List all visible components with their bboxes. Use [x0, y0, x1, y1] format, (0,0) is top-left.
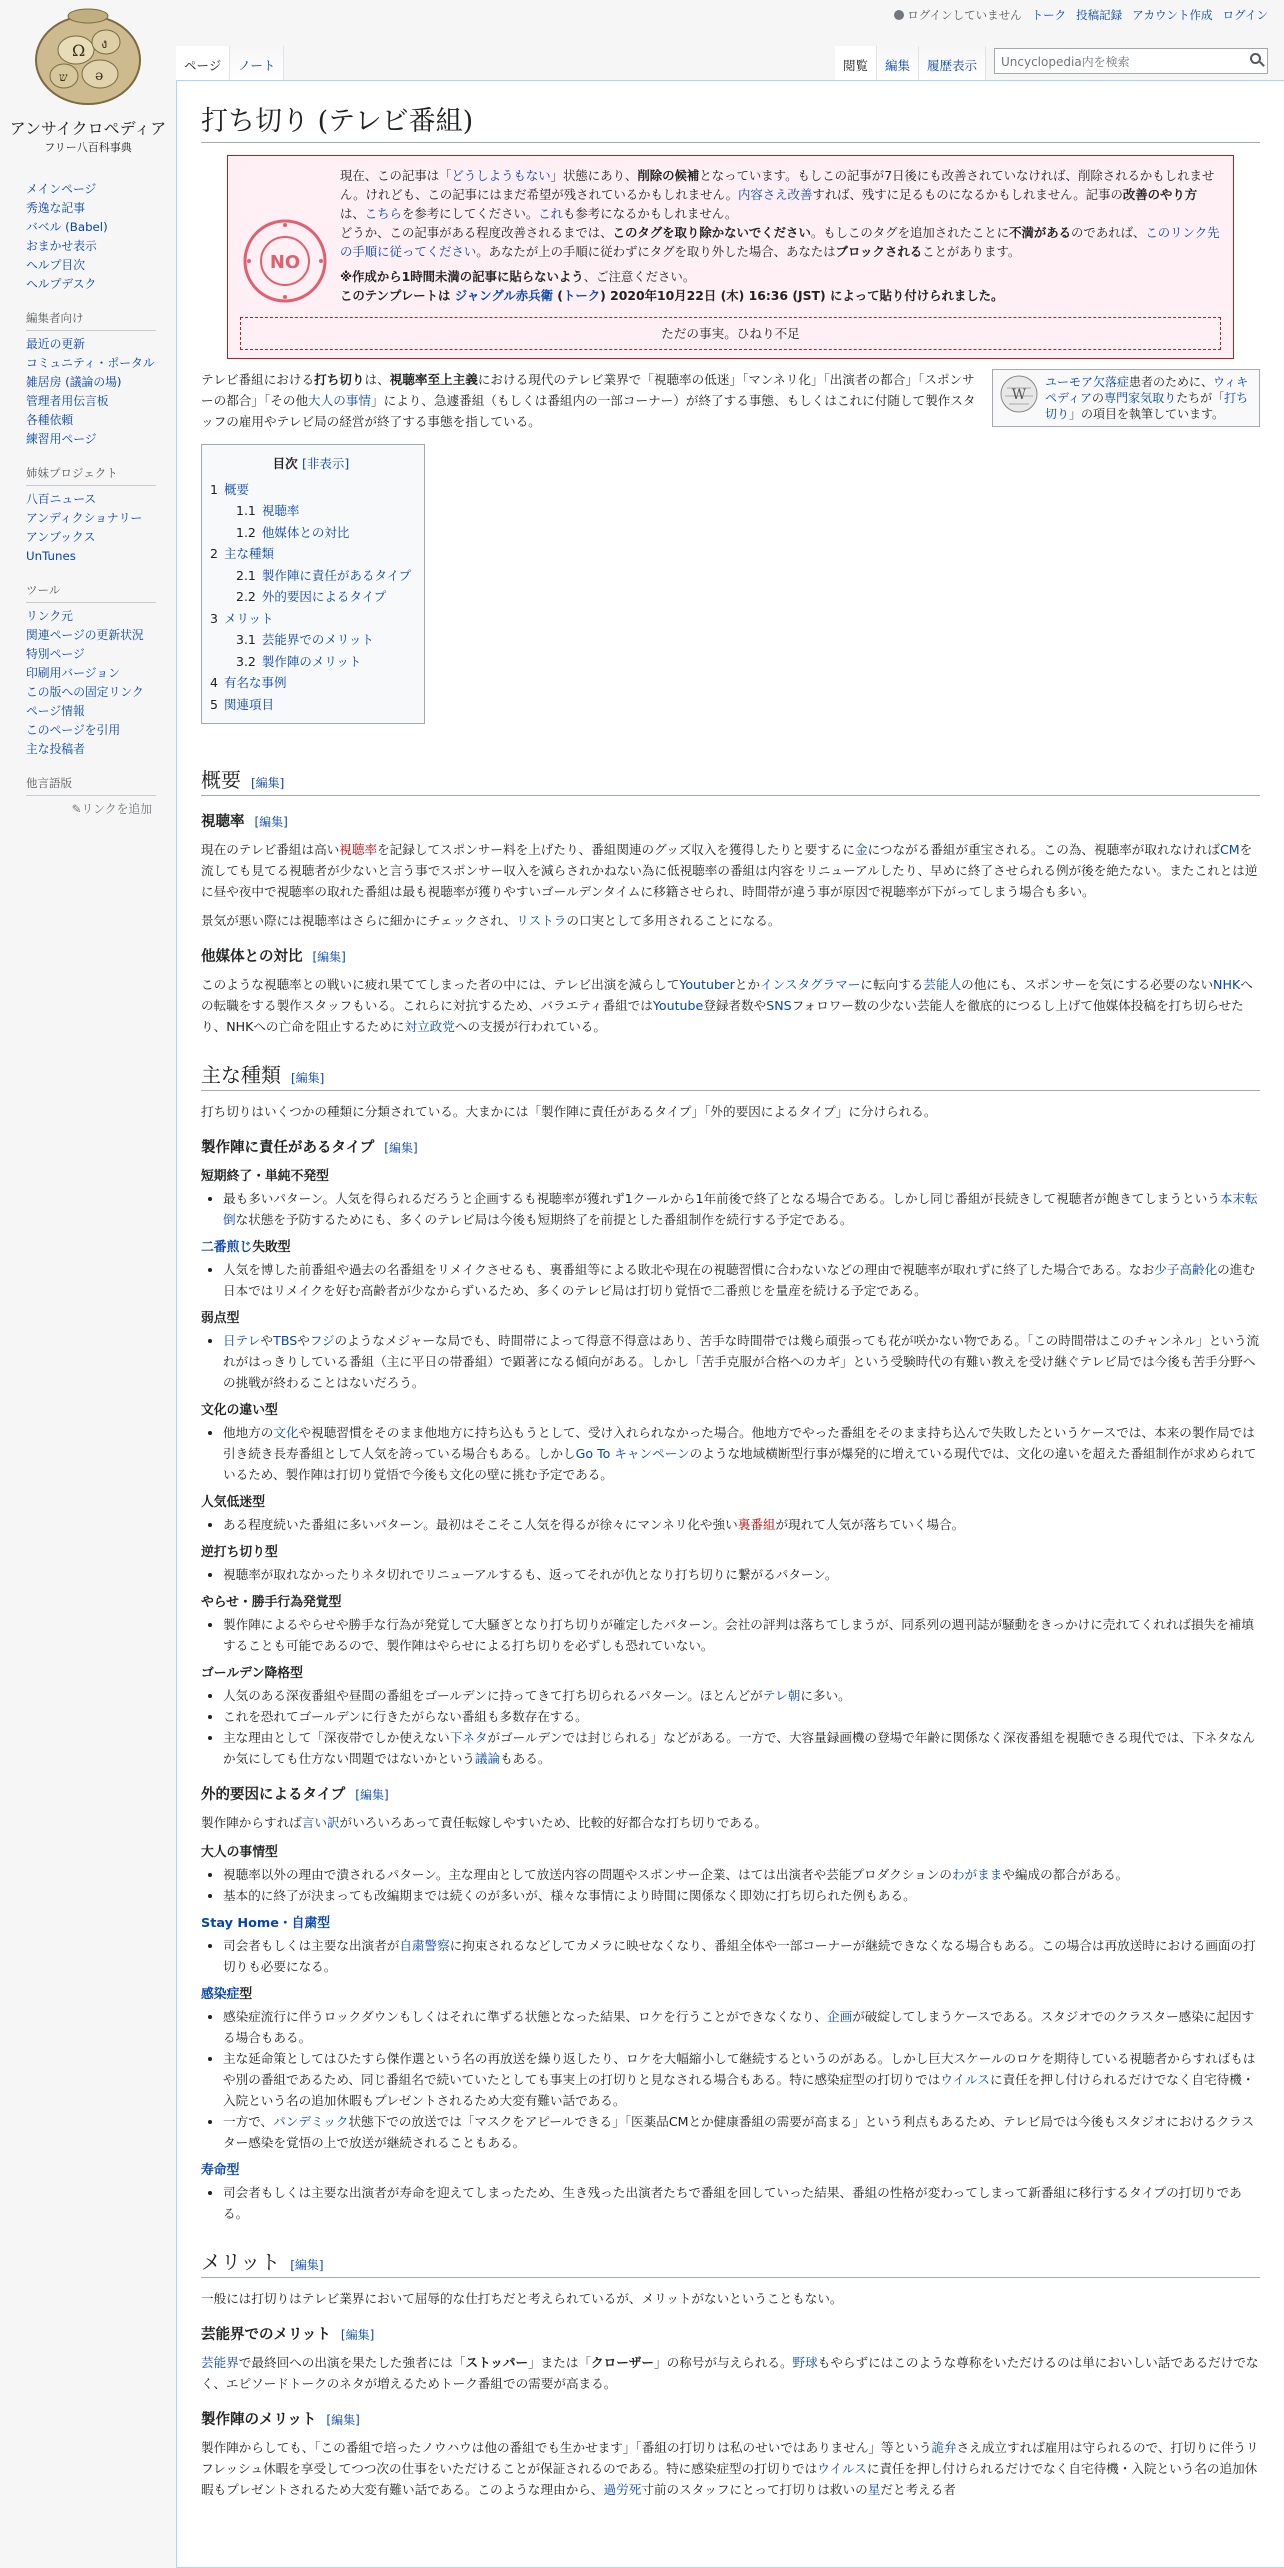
karoshi-link[interactable]: 過労死	[603, 2482, 642, 2497]
celebrity-link[interactable]: 芸能人	[923, 977, 962, 992]
site-logo[interactable]	[0, 0, 176, 160]
list-item: • 基本的に終了が決まっても改編期までは続くのが多いが、様々な事情により時間に関係なく即効に打ち切られた例もある。	[223, 1885, 1260, 1906]
hopeless-link[interactable]: どうしようもない	[451, 168, 551, 183]
page-title: 打ち切り (テレビ番組)	[201, 99, 1260, 143]
type-stay-home	[201, 1912, 1260, 1931]
improve-link[interactable]: 内容さえ改善	[738, 187, 813, 202]
production-merit-paragraph: 製作陣からしても、「この番組で培ったノウハウは他の番組でも生かせます」「番組の打切りは私のせいではありません」等という詭弁さえ成立すれば雇用は守られるので、打切りに伴うリフレッシュ休暇を享受してつつ次の仕事をいただけることが保証されるのである。特に感染症型の打切りではウイルスに責任を押し付けられるだけでなく自宅待機・入院という名の追加休暇もプレゼントされるため大変有難い話である。このような理由から、過労死寸前のスタッフにとって打切りは救いの星だと考える者	[201, 2440, 1259, 2497]
sidebar-tool-link-3[interactable]: 印刷用バージョン	[26, 666, 120, 680]
toc-number: 3.1	[236, 632, 256, 647]
site-tagline: フリー八百科事典	[44, 141, 132, 154]
money-link[interactable]: 金	[855, 842, 868, 857]
star-link[interactable]: 星	[867, 2482, 881, 2497]
table-of-contents	[201, 444, 425, 724]
sidebar-item	[26, 430, 176, 449]
type-adult-circumstances: 大人の事情型	[201, 1845, 278, 1860]
search-icon[interactable]	[1250, 53, 1261, 64]
toc-item[interactable]	[210, 608, 412, 630]
virus-link[interactable]: ウイルス	[940, 2072, 990, 2087]
section-main-types: 主な種類 [編集]	[201, 1059, 1260, 1091]
deletion-notice	[227, 155, 1234, 359]
type-culture: 文化の違い型	[201, 1403, 278, 1418]
edit-section-button[interactable]: [編集]	[340, 2328, 375, 2342]
main-types-intro: 打ち切りはいくつかの種類に分類されている。大まかには「製作陣に責任があるタイプ」「外的要因によるタイプ」に分けられる。	[201, 1104, 937, 1119]
edit-section-button[interactable]: [編集]	[251, 776, 285, 790]
infection-link[interactable]: 感染症	[201, 1987, 240, 2002]
adult-circumstances-link[interactable]: 大人の事情	[308, 393, 372, 408]
toc-number: 2.2	[236, 589, 256, 604]
sidebar-item	[26, 373, 176, 392]
toc-number: 1	[210, 481, 218, 497]
sidebar-tool-link-2[interactable]: 特別ページ	[26, 647, 85, 661]
sidebar-item	[26, 256, 176, 275]
wikipedia-link[interactable]: ウィキペディア	[1045, 375, 1249, 405]
toc-item[interactable]	[210, 672, 412, 694]
aging-society-link[interactable]: 少子高齢化	[1154, 1262, 1218, 1277]
fuji-link[interactable]: フジ	[309, 1333, 335, 1348]
sister-portal-title: 姉妹プロジェクト	[26, 465, 156, 486]
sidebar-nav-link-1[interactable]: 秀逸な記事	[26, 201, 85, 215]
sidebar-item	[26, 721, 176, 740]
toc-item[interactable]	[210, 522, 412, 544]
sophistry-link[interactable]: 詭弁	[931, 2440, 957, 2455]
ntv-link[interactable]: 日テレ	[223, 1333, 261, 1348]
sidebar-tool-link-5[interactable]: ページ情報	[26, 704, 85, 718]
sidebar	[0, 180, 176, 833]
toc-label: メリット	[223, 610, 274, 626]
youtube-link[interactable]: Youtube	[652, 998, 704, 1013]
toc-item[interactable]	[210, 500, 412, 522]
tab-edit[interactable]: 編集	[877, 46, 919, 80]
baseball-link[interactable]: 野球	[792, 2355, 818, 2370]
add-links-button[interactable]: ✎リンクを追加	[71, 802, 152, 816]
list-item: • 人気のある深夜番組や昼間の番組をゴールデンに持ってきて打ち切られるパターン。ほとんどがテレ朝に多い。	[223, 1685, 1260, 1706]
toc-item[interactable]	[210, 565, 412, 587]
list-item: • 視聴率以外の理由で潰されるパターン。主な理由として放送内容の問題やスポンサー企業、はては出演者や芸能プロダクションのわがままや編成の都合がある。	[223, 1864, 1260, 1885]
editor-portal	[26, 310, 176, 449]
sidebar-tool-link-0[interactable]: リンク元	[26, 609, 73, 623]
edit-section-button[interactable]: [編集]	[254, 815, 288, 829]
sidebar-nav-link-0[interactable]: メインページ	[26, 182, 97, 196]
list-item: • 感染症流行に伴うロックダウンもしくはそれに準ずる状態となった結果、ロケを行うことができなくなり、企画が破綻してしまうケースである。スタジオでのクラスター感染に起因する場合もある。	[223, 2006, 1260, 2048]
virus-link-2[interactable]: ウイルス	[817, 2461, 867, 2476]
sidebar-item	[26, 218, 176, 237]
nav-portal	[26, 180, 176, 294]
sidebar-item	[26, 509, 176, 528]
sidebar-item	[26, 547, 176, 566]
counter-program-redlink[interactable]: 裏番組	[737, 1517, 776, 1532]
project-link[interactable]: 企画	[827, 2009, 853, 2024]
content	[176, 80, 1284, 2568]
sidebar-editor-link-4[interactable]: 各種依頼	[26, 413, 74, 427]
list-item: • 最も多いパターン。人気を得られるだろうと企画するも視聴率が獲れず1クールから1年前後で終了となる場合である。しかし同じ番組が長続きして視聴者が飽きてしまうという本末転倒な状態を予防するためにも、多くのテレビ局は今後も短期終了を前提とした番組制作を続行する予定である。	[223, 1188, 1260, 1230]
personal-tools	[894, 0, 1284, 30]
toc-number: 3.2	[236, 653, 256, 669]
svg-text:ง: ง	[101, 37, 108, 52]
tools-portal	[26, 582, 176, 759]
sidebar-item	[26, 392, 176, 411]
self-restraint-police-link[interactable]: 自粛警察	[399, 1938, 450, 1953]
putting-cart-before-horse-link[interactable]: 本末転倒	[223, 1191, 1258, 1227]
type-rehash: 二番煎じ失敗型	[201, 1240, 291, 1255]
selfishness-link[interactable]: わがまま	[951, 1867, 1003, 1882]
toc-label: 有名な事例	[223, 675, 287, 690]
sidebar-nav-link-3[interactable]: おまかせ表示	[26, 239, 97, 253]
section-overview: 概要 [編集]	[201, 764, 1260, 796]
list-item: • 人気を博した前番組や過去の名番組をリメイクさせるも、裏番組等による敗北や現在の視聴習慣に合わないなどの理由で視聴率が取れずに終了した場合である。なお少子高齢化の進む日本ではリメイクを好む高齢者が少なからずいるため、多くのテレビ局は打切り覚悟で二番煎じを量産を続ける予定である。	[223, 1259, 1260, 1301]
notice-paragraph-2: どうか、この記事がある程度改善されるまでは、このタグを取り除かないでください。もしこのタグを追加されたことに不満があるのであれば、このリンク先の手順に従ってください。あなたが上の手順に従わずにタグを取り外した場合、あなたはブロックされることがあります。	[340, 225, 1220, 259]
toc-label: 関連項目	[223, 696, 274, 712]
ratings-redlink[interactable]: 視聴率	[339, 842, 378, 857]
list-item: • 司会者もしくは主要な出演者が寿命を迎えてしまったため、生き残った出演者たちで番組を回していった結果、番組の性格が変わってしまって新番組に移行するタイプの打切りである。	[223, 2182, 1260, 2224]
stay-home-link[interactable]: Stay Home・自粛型	[201, 1916, 331, 1931]
edit-section-button[interactable]: [編集]	[384, 1141, 418, 1155]
toc-number: 2.1	[236, 567, 256, 583]
tv-asahi-link[interactable]: テレ朝	[762, 1688, 801, 1703]
edit-section-button[interactable]: [編集]	[326, 2413, 360, 2427]
list-item: • 主な理由として「深夜帯でしか使えない下ネタがゴールデンでは封じられる」などがある。一方で、大容量録画機の登場で年齢に関係なく深夜番組を視聴できる現代では、下ネタなんか気にしても仕方ない問題ではないかという議論もある。	[223, 1727, 1260, 1769]
lifespan-link[interactable]: 寿命型	[201, 2163, 240, 2178]
sidebar-item	[26, 275, 176, 294]
instagrammer-link[interactable]: インスタグラマー	[760, 977, 861, 992]
type-reverse: 逆打ち切り型	[201, 1545, 278, 1560]
type-golden: ゴールデン降格型	[201, 1666, 303, 1681]
sidebar-item	[26, 645, 176, 664]
sidebar-editor-link-1[interactable]: コミュニティ・ポータル	[26, 356, 155, 370]
external-intro: 製作陣からすれば言い訳がいろいろあって責任転嫁しやすいため、比較的好都合な打ち切りである。	[201, 1815, 768, 1830]
showbiz-link[interactable]: 芸能界	[201, 2355, 239, 2370]
wikipedia-article-link[interactable]: 打ち切り	[1045, 391, 1249, 421]
wikipedia-notice: W ユーモア欠落症患者のために、ウィキペディアの専門家気取りたちが「打ち切り」の項目を執筆しています。	[992, 369, 1260, 427]
intro-paragraph: テレビ番組における打ち切りは、視聴率至上主義における現代のテレビ業界で「視聴率の低迷」「マンネリ化」「出演者の都合」「スポンサーの都合」「その他大人の事情」により、急遽番組（もしくは番組内の一部コーナー）が終了する事態、もしくはこれに付随して製作スタッフの雇用やテレビ局の経営が終了する事態を指している。	[201, 372, 976, 429]
sidebar-item	[26, 354, 176, 373]
toc-item[interactable]	[210, 586, 412, 608]
language-portal	[26, 775, 176, 817]
sidebar-sister-link-0[interactable]: 八百ニュース	[26, 492, 97, 506]
sidebar-sister-link-3[interactable]: UnTunes	[26, 549, 76, 563]
type-popularity: 人気低迷型	[201, 1495, 265, 1510]
toc-label: 主な種類	[223, 546, 274, 561]
toc-number: 2	[210, 546, 218, 561]
list-item: • 視聴率が取れなかったりネタ切れでリニューアルするも、返ってそれが仇となり打ち切りに繋がるパターン。	[223, 1564, 1260, 1585]
type-short-term: 短期終了・単純不発型	[201, 1169, 329, 1184]
sidebar-sister-link-2[interactable]: アンブックス	[26, 530, 96, 544]
toc-number: 4	[210, 675, 218, 690]
wikipedia-globe-icon	[999, 374, 1039, 414]
namespace-tabs	[176, 46, 284, 80]
tools-portal-title: ツール	[26, 582, 156, 603]
nhk-link[interactable]: NHK	[1213, 977, 1241, 992]
tbs-link[interactable]: TBS	[273, 1333, 298, 1348]
toc-hide-toggle[interactable]: [非表示]	[302, 456, 350, 471]
editor-portal-title: 編集者向け	[26, 310, 156, 331]
type-infection: 感染症型	[201, 1987, 253, 2002]
excuse-link[interactable]: 言い訳	[301, 1815, 340, 1830]
sidebar-editor-link-0[interactable]: 最近の更新	[26, 337, 85, 351]
edit-section-button[interactable]: [編集]	[355, 1788, 389, 1802]
cm-link[interactable]: CM	[1219, 842, 1240, 857]
dirty-joke-link[interactable]: 下ネタ	[449, 1730, 488, 1745]
sidebar-tool-link-6[interactable]: このページを引用	[26, 723, 121, 737]
sidebar-item	[26, 702, 176, 721]
list-item: • 主な延命策としてはひたすら傑作選という名の再放送を繰り返したり、ロケを大幅縮小して継続するというのがある。しかし巨大スケールのロケを期待している視聴者からすればもはや別の番組であるため、同じ番組名で続いていたとしても事実上の打切りと見なされる場合もある。特に感染症型の打切りではウイルスに責任を押し付けられるだけでなく自宅待機・入院という名の追加休暇もプレゼントされるため大変有難い話である。	[223, 2048, 1260, 2111]
potato-globe-logo-icon	[28, 4, 148, 108]
sidebar-tool-link-4[interactable]: この版への固定リンク	[26, 685, 144, 699]
toc-number: 5	[210, 696, 218, 712]
sidebar-item	[26, 237, 176, 256]
logged-out-status: ログインしていません	[894, 7, 1021, 23]
section-production-merit: 製作陣のメリット [編集]	[201, 2412, 360, 2428]
list-item: • 他地方の文化や視聴習慣をそのまま他地方に持ち込もうとして、受け入れられなかった場合。他地方でやった番組をそのまま持ち込んで失敗したというケースでは、本来の製作局では引き続き長寿番組として人気を誇っている場合もある。しかしGo To キャンペーンのような地域横断型行事が爆発的に増えている現代では、文化の違いを超えた番組制作が求められているため、製作陣は打切り覚悟で今後も文化の壁に挑む予定である。	[223, 1422, 1260, 1485]
search-input[interactable]: Uncyclopedia内を検索	[994, 48, 1268, 74]
toc-item[interactable]	[210, 694, 412, 716]
toc-label: 外的要因によるタイプ	[261, 589, 387, 604]
sidebar-sister-link-1[interactable]: アンディクショナリー	[26, 511, 143, 525]
pandemic-link[interactable]: パンデミック	[273, 2114, 349, 2129]
list-item: • 一方で、パンデミック状態下での放送では「マスクをアピールできる」「医薬品CMとか健康番組の需要が高まる」という利点もあるため、テレビ局では今後もスタジオにおけるクラスター感染を覚悟の上で放送が継続されることもある。	[223, 2111, 1260, 2153]
list-item: • 日テレやTBSやフジのようなメジャーな局でも、時間帯によって得意不得意はあり、苦手な時間帯では幾ら頑張っても花が咲かない物である。「この時間帯はこのチャンネル」という流れがはっきりしている番組（主に平日の帯番組）で顕著になる傾向がある。しかし「苦手克服が合格へのカギ」という受験時代の有難い教えを受け継ぐテレビ局では今後も苦手分野への挑戦が終わることはないだろう。	[223, 1330, 1260, 1393]
toc-label: 他媒体との対比	[261, 524, 350, 540]
rehash-link[interactable]: 二番煎じ	[201, 1240, 253, 1255]
sidebar-item	[26, 528, 176, 547]
list-item: • ある程度続いた番組に多いパターン。最初はそこそこ人気を得るが徐々にマンネリ化や強い裏番組が現れて人気が落ちていく場合。	[223, 1514, 1260, 1535]
sidebar-nav-link-4[interactable]: ヘルプ目次	[26, 258, 85, 272]
redeeming-value-stamp-icon	[240, 216, 330, 306]
edit-section-button[interactable]: [編集]	[291, 1071, 325, 1085]
section-ratings: 視聴率 [編集]	[201, 814, 288, 830]
sidebar-nav-link-5[interactable]: ヘルプデスク	[26, 277, 97, 291]
toc-title: 目次 [非表示]	[272, 456, 350, 471]
list-item: • これを恐れてゴールデンに行きたがらない番組も多数存在する。	[223, 1706, 1260, 1727]
showbiz-merit-paragraph: 芸能界で最終回への出演を果たした強者には「ストッパー」または「クローザー」の称号が与えられる。野球もやらずにはこのような尊称をいただけるのは単においしい話であるだけでなく、エピソードトークのネタが増えるためトーク番組での需要が高まる。	[201, 2355, 1259, 2391]
merits-intro: 一般には打切りはテレビ業界において屈辱的な仕打ちだと考えられているが、メリットがないということもない。	[201, 2291, 843, 2306]
here-link[interactable]: こちら	[364, 206, 402, 221]
svg-text:W: W	[1011, 387, 1027, 403]
tagger-user-link[interactable]: ジャングル赤兵衛	[454, 288, 553, 303]
sidebar-editor-link-5[interactable]: 練習用ページ	[26, 432, 97, 446]
toc-label: 芸能界でのメリット	[261, 632, 374, 647]
goto-campaign-link[interactable]: Go To キャンペーン	[575, 1446, 690, 1461]
tab-history[interactable]: 履歴表示	[919, 46, 986, 80]
culture-link[interactable]: 文化	[273, 1425, 299, 1440]
notice-paragraph-1: 現在、この記事は「どうしようもない」状態にあり、削除の候補となっています。もしこの記事が7日後にも改善されていなければ、削除されるかもしれません。けれども、この記事にはまだ希望が残されているかもしれません。内容さえ改善すれば、残すに足るものになるかもしれません。記事の改善のやり方は、こちらを参考にしてください。これも参考になるかもしれません。	[340, 168, 1215, 221]
type-weakness: 弱点型	[201, 1311, 240, 1326]
toc-number: 3	[210, 610, 218, 626]
sidebar-item	[26, 664, 176, 683]
sidebar-item	[26, 335, 176, 354]
sidebar-item	[26, 683, 176, 702]
ratings-paragraph-1: 現在のテレビ番組は高い視聴率を記録してスポンサー料を上げたり、番組関連のグッズ収入を獲得したりと要するに金につながる番組が重宝される。この為、視聴率が取れなければCMを流しても見てる視聴者が少ないと言う事でスポンサー収入を減らされかねない為に低視聴率の番組は内容をリニューアルしたり、早めに終了させられる例が後を絶たない。またこれとは逆に昼や夜中で視聴率の取れた番組は最も視聴率が獲りやすいゴールデンタイムに移籍させられ、時間帯が違う事が原因で視聴率が下がってしまう場合も多い。	[201, 842, 1258, 899]
login-link[interactable]: ログイン	[1222, 8, 1268, 22]
sidebar-editor-link-2[interactable]: 雑居房 (議論の場)	[26, 375, 122, 389]
sidebar-tool-link-1[interactable]: 関連ページの更新状況	[26, 628, 144, 642]
notice-paragraph-3: ※作成から1時間未満の記事に貼らないよう、ご注意ください。	[340, 269, 696, 284]
section-external-factors: 外的要因によるタイプ [編集]	[201, 1787, 389, 1803]
talk-link[interactable]: トーク	[1031, 8, 1067, 22]
pencil-icon: ✎	[71, 802, 82, 816]
sidebar-item	[26, 740, 176, 759]
svg-text:ש: ש	[59, 70, 68, 84]
sidebar-item	[26, 490, 176, 509]
list-item: • 司会者もしくは主要な出演者が自粛警察に拘束されるなどしてカメラに映せなくなり、番組全体や一部コーナーが継続できなくなる場合もある。この場合は再放送時における画面の打切りも必要になる。	[223, 1935, 1260, 1977]
edit-section-button[interactable]: [編集]	[312, 950, 346, 964]
tab-page[interactable]: ページ	[176, 46, 230, 80]
contributions-link[interactable]: 投稿記録	[1076, 8, 1123, 22]
section-other-media: 他媒体との対比 [編集]	[201, 949, 346, 965]
sidebar-tool-link-7[interactable]: 主な投稿者	[26, 742, 85, 756]
sidebar-editor-link-3[interactable]: 管理者用伝言板	[26, 394, 109, 408]
sidebar-item	[26, 626, 176, 645]
procedure-link[interactable]: このリンク先の手順に従ってください	[340, 225, 1220, 259]
toc-label: 概要	[223, 481, 249, 497]
toc-item[interactable]	[210, 629, 412, 651]
toc-item[interactable]	[210, 543, 412, 565]
tab-note[interactable]: ノート	[230, 46, 284, 80]
ratings-paragraph-2: 景気が悪い際には視聴率はさらに細かにチェックされ、リストラの口実として多用されることになる。	[201, 913, 781, 928]
sidebar-item	[26, 607, 176, 626]
site-name: アンサイクロペディア	[9, 119, 167, 138]
toc-label: 視聴率	[261, 503, 300, 518]
sidebar-nav-link-2[interactable]: バベル (Babel)	[26, 220, 108, 234]
sns-link[interactable]: SNS	[766, 998, 792, 1013]
tab-read[interactable]: 閲覧	[835, 46, 877, 80]
user-icon	[894, 10, 904, 20]
deletion-reason: ただの事実。ひねり不足	[240, 317, 1221, 350]
view-tabs	[835, 46, 1268, 80]
notice-paragraph-4: このテンプレートは ジャングル赤兵衛 (トーク) 2020年10月22日 (木) 16:36 (JST) によって貼り付けられました。	[340, 288, 1004, 303]
debate-link[interactable]: 議論	[474, 1751, 501, 1766]
svg-text:Ω: Ω	[72, 41, 86, 60]
list-item: • 製作陣によるやらせや勝手な行為が発覚して大騒ぎとなり打ち切りが確定したパターン。会社の評判は落ちてしまうが、同系列の週刊誌が騒動をきっかけに売れてくれれば損失を補填することも可能であるので、製作陣はやらせによる打ち切りを必ずしも恐れていない。	[223, 1614, 1260, 1656]
toc-label: 製作陣に責任があるタイプ	[261, 567, 412, 583]
toc-item[interactable]	[210, 479, 412, 501]
toc-number: 1.1	[236, 503, 256, 518]
type-lifespan	[201, 2159, 1260, 2178]
restructuring-link[interactable]: リストラ	[516, 913, 567, 928]
sidebar-item	[26, 199, 176, 218]
this-link[interactable]: これ	[538, 206, 564, 221]
svg-text:ə: ə	[95, 68, 104, 84]
section-merits: メリット [編集]	[201, 2246, 1260, 2278]
toc-number: 1.2	[236, 524, 256, 540]
tagger-talk-link[interactable]: トーク	[562, 288, 601, 303]
edit-section-button[interactable]: [編集]	[290, 2258, 324, 2272]
sidebar-item	[26, 411, 176, 430]
toc-item[interactable]	[210, 651, 412, 673]
toc-label: 製作陣のメリット	[261, 653, 362, 669]
sister-portal	[26, 465, 176, 566]
humor-deficiency-link[interactable]: ユーモア欠落症	[1045, 375, 1130, 389]
svg-text:NO: NO	[269, 252, 301, 273]
create-account-link[interactable]: アカウント作成	[1132, 8, 1213, 22]
youtuber-link[interactable]: Youtuber	[679, 977, 735, 992]
other-media-paragraph: このような視聴率との戦いに疲れ果ててしまった者の中には、テレビ出演を減らしてYoutuberとかインスタグラマーに転向する芸能人の他にも、スポンサーを気にする必要のないNHKへの転職をする製作スタッフもいる。これらに対抗するため、バラエティ番組ではYoutube登録者数やSNSフォロワー数の少ない芸能人を徹底的につるし上げて他媒体投稿を打ち切らせたり、NHKへの亡命を阻止するために対立政党への支援が行われている。	[201, 977, 1253, 1034]
sidebar-item	[26, 180, 176, 199]
opposition-party-link[interactable]: 対立政党	[404, 1019, 455, 1034]
language-portal-title: 他言語版	[26, 775, 156, 796]
type-yarase: やらせ・勝手行為発覚型	[201, 1595, 342, 1610]
expert-link[interactable]: 専門家気取り	[1104, 391, 1177, 405]
section-production-fault: 製作陣に責任があるタイプ [編集]	[201, 1140, 418, 1156]
section-showbiz-merit: 芸能界でのメリット [編集]	[201, 2327, 375, 2343]
